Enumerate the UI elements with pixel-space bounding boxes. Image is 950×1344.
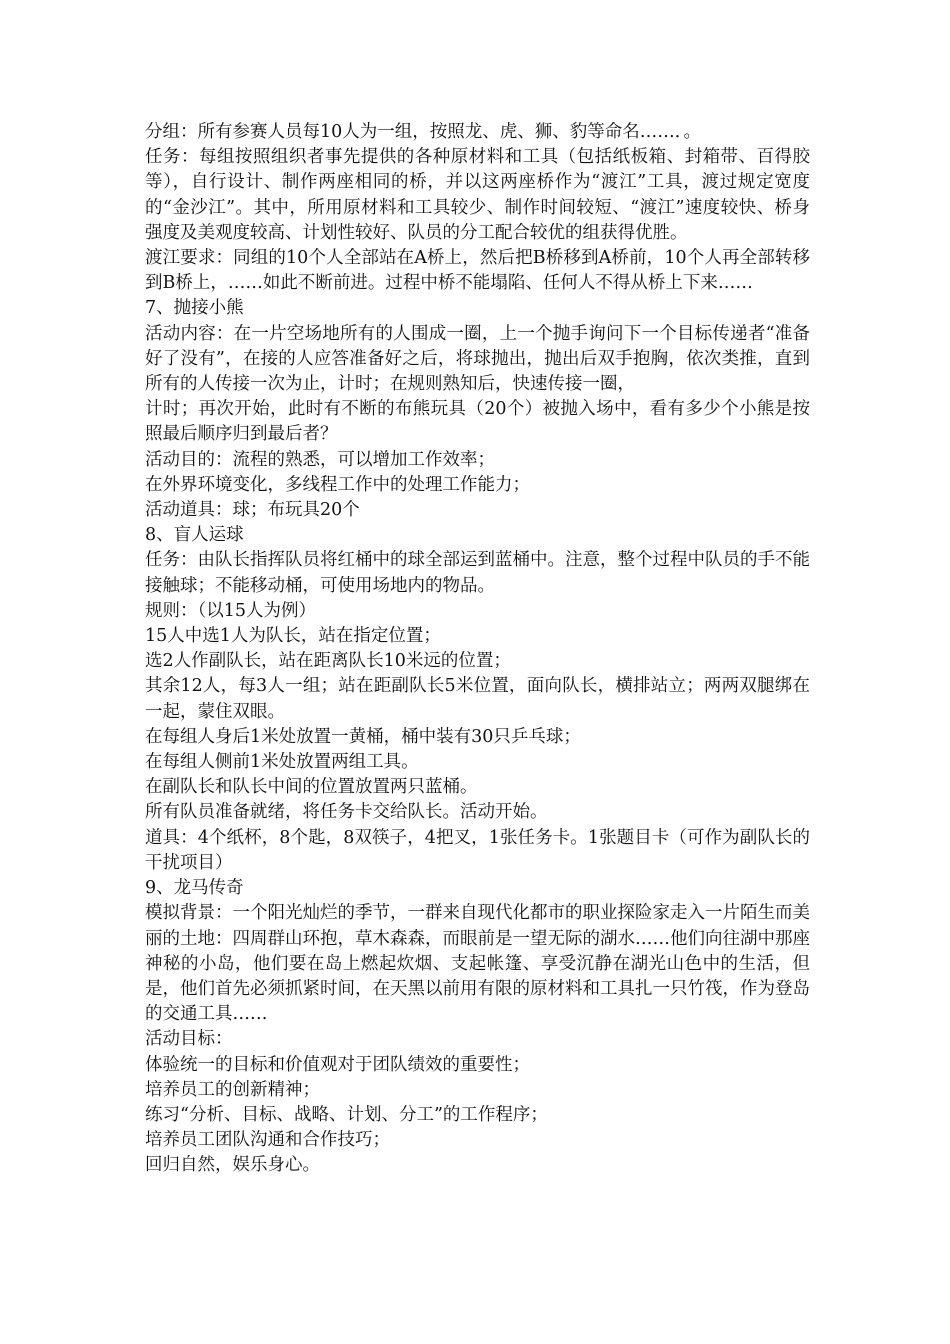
paragraph-goal-3: 练习“分析、目标、战略、计划、分工”的工作程序； <box>145 1104 548 1125</box>
paragraph-goal-1: 体验统一的目标和价值观对于团队绩效的重要性； <box>145 1054 530 1075</box>
paragraph-goals-heading: 活动目标： <box>145 1029 233 1050</box>
section-heading-8: 8、盲人运球 <box>145 525 244 546</box>
paragraph-blind-task: 任务：由队长指挥队员将红桶中的球全部运到蓝桶中。注意，整个过程中队员的手不能接触球；不能移动桶，可使用场地内的物品。 <box>145 550 810 596</box>
paragraph-activity-props: 活动道具：球；布玩具20个 <box>145 500 360 521</box>
paragraph-rule-captain: 15人中选1人为队长，站在指定位置； <box>145 626 441 647</box>
paragraph-rule-tools: 在每组人侧前1米处放置两组工具。 <box>145 752 419 773</box>
paragraph-rule-start: 所有队员准备就绪，将任务卡交给队长。活动开始。 <box>145 802 548 823</box>
paragraph-purpose-detail: 在外界环境变化，多线程工作中的处理工作能力； <box>145 474 530 495</box>
paragraph-rule-blue-bucket: 在副队长和队长中间的位置放置两只蓝桶。 <box>145 777 478 798</box>
section-heading-7: 7、抛接小熊 <box>145 298 244 319</box>
paragraph-rule-vice-captain: 选2人作副队长，站在距离队长10米远的位置； <box>145 651 511 672</box>
section-heading-9: 9、龙马传奇 <box>145 878 244 899</box>
paragraph-crossing-rules: 渡江要求：同组的10个人全部站在A桥上，然后把B桥移到A桥前，10个人再全部转移到B桥上，……如此不断前进。过程中桥不能塌陷、任何人不得从桥上下来…… <box>145 248 810 294</box>
paragraph-activity-purpose: 活动目的：流程的熟悉，可以增加工作效率； <box>145 449 495 470</box>
paragraph-goal-4: 培养员工团队沟通和合作技巧； <box>145 1130 390 1151</box>
document-body <box>145 120 810 1179</box>
paragraph-props-list: 道具：4个纸杯，8个匙，8双筷子，4把叉，1张任务卡。1张题目卡（可作为副队长的干扰项目） <box>145 827 810 873</box>
paragraph-timing: 计时；再次开始，此时有不断的布熊玩具（20个）被抛入场中，看有多少个小熊是按照最后顺序归到最后者？ <box>145 399 810 445</box>
paragraph-rule-yellow-bucket: 在每组人身后1米处放置一黄桶，桶中装有30只乒乓球； <box>145 726 581 747</box>
paragraph-goal-2: 培养员工的创新精神； <box>145 1079 320 1100</box>
paragraph-rule-groups: 其余12人，每3人一组；站在距副队长5米位置，面向队长，横排站立；两两双腿绑在一起，蒙住双眼。 <box>145 676 810 722</box>
paragraph-task: 任务：每组按照组织者事先提供的各种原材料和工具（包括纸板箱、封箱带、百得胶等），自行设计、制作两座相同的桥，并以这两座桥作为“渡江”工具，渡过规定宽度的“金沙江”。其中，所用原材料和工具较少、制作时间较短、“渡江”速度较快、桥身强度及美观度较高、计划性较好、队员的分工配合较优的组获得优胜。 <box>145 147 810 243</box>
paragraph-rules-heading: 规则：（以15人为例） <box>145 600 317 621</box>
paragraph-background: 模拟背景：一个阳光灿烂的季节，一群来自现代化都市的职业探险家走入一片陌生而美丽的土地：四周群山环抱，草木森森，而眼前是一望无际的湖水……他们向往湖中那座神秘的小岛，他们要在岛上燃起炊烟、支起帐篷、享受沉静在湖光山色中的生活，但是，他们首先必须抓紧时间，在天黑以前用有限的原材料和工具扎一只竹筏，作为登岛的交通工具…… <box>145 903 810 1025</box>
paragraph-activity-content: 活动内容：在一片空场地所有的人围成一圈，上一个抛手询问下一个目标传递者“准备好了没有”，在接的人应答准备好之后，将球抛出，抛出后双手抱胸，依次类推，直到所有的人传接一次为止，计时；在规则熟知后，快速传接一圈， <box>145 323 810 395</box>
paragraph-goal-5: 回归自然，娱乐身心。 <box>145 1155 320 1176</box>
paragraph-grouping: 分组：所有参赛人员每10人为一组，按照龙、虎、狮、豹等命名……．。 <box>145 122 702 142</box>
